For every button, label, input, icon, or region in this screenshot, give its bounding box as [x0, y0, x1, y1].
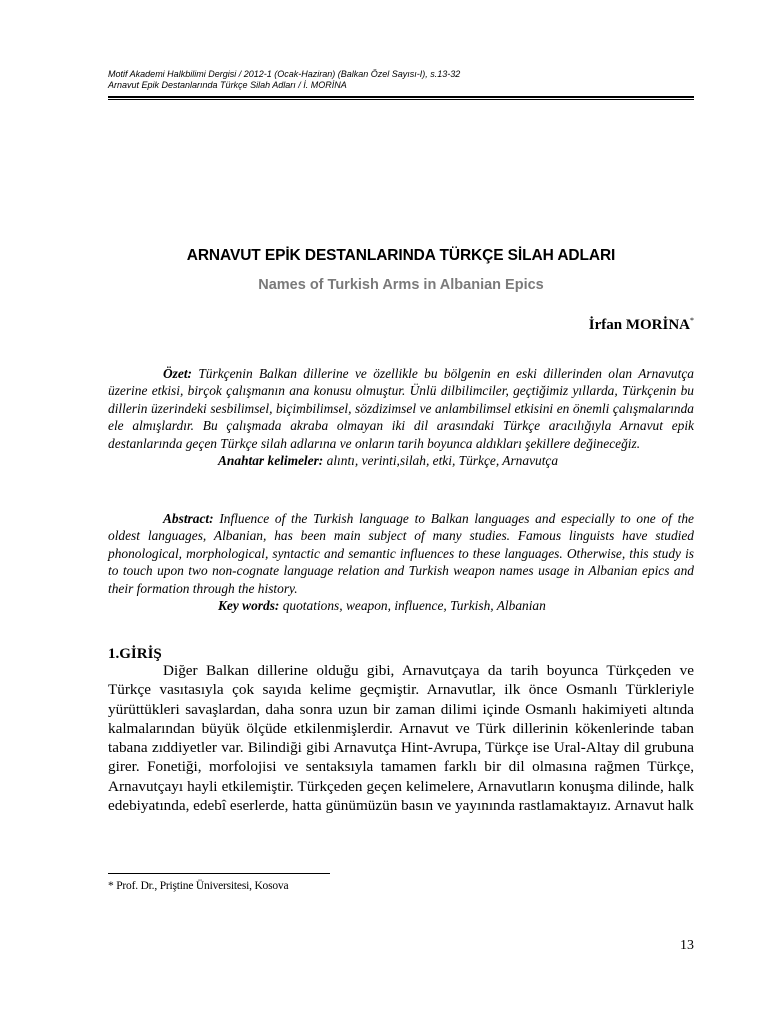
journal-header	[108, 69, 694, 91]
footnote: * Prof. Dr., Priştine Üniversitesi, Kosova	[108, 880, 289, 892]
ozet-text: Türkçenin Balkan dillerine ve özellikle bu bölgenin en eski dillerinden olan Arnavutça üzerine etkisi, birçok çalışmanın ana konusu olmuştur. Ünlü dilbilimciler, geçtiğimiz yıllarda, Türkçenin bu dillerin üzerindeki sesbilimsel, biçimbilimsel, sözdizimsel ve anlambilimsel etkisini en önemli çalışmalarında ele almışlardır. Bu çalışmada akraba olmayan iki dil arasındaki Türkçe aracılığıyla Arnavut epik destanlarında geçen Türkçe silah adlarına ve onların tarih boyunca aldıkları şekillere değineceğiz.	[108, 366, 694, 451]
section-heading: 1.GİRİŞ	[108, 646, 162, 662]
abstract-keywords-text: quotations, weapon, influence, Turkish, Albanian	[279, 598, 546, 614]
journal-citation: Motif Akademi Halkbilimi Dergisi / 2012-1 (Ocak-Haziran) (Balkan Özel Sayısı-I), s.13-32	[108, 69, 461, 79]
abstract-block	[108, 510, 694, 614]
abstract-keywords-label: Key words:	[218, 598, 280, 614]
abstract-keywords	[108, 597, 694, 614]
ozet-paragraph	[108, 365, 694, 452]
ozet-label: Özet:	[163, 366, 193, 381]
article-subtitle: Names of Turkish Arms in Albanian Epics	[258, 277, 544, 293]
abstract-paragraph	[108, 510, 694, 597]
ozet-keywords	[108, 452, 694, 469]
author-footnote-mark: *	[690, 316, 694, 325]
abstract-label: Abstract:	[163, 511, 214, 526]
ozet-keywords-text: alıntı, verinti,silah, etki, Türkçe, Arnavutça	[323, 453, 559, 469]
page-number: 13	[680, 938, 694, 953]
ozet-block	[108, 365, 694, 469]
header-rule-thin	[108, 99, 694, 100]
footnote-rule	[108, 873, 330, 874]
ozet-keywords-label: Anahtar kelimeler:	[218, 453, 324, 469]
author-line	[589, 316, 694, 334]
header-rule-thick	[108, 96, 694, 98]
running-title: Arnavut Epik Destanlarında Türkçe Silah Adları / İ. MORİNA	[108, 80, 347, 90]
body-paragraph: Diğer Balkan dillerine olduğu gibi, Arnavutçaya da tarih boyunca Türkçeden ve Türkçe vasıtasıyla çok sayıda kelime geçmiştir. Arnavutlar, ilk önce Osmanlı Türkleriyle yürüttükleri savaşlardan, daha sonra uzun bir zaman dilimi içinde Osmanlı hakimiyeti altında kalmalarından büyük ölçüde etkilenmişlerdir. Arnavut ve Türk dillerinin kökenlerinde taban tabana zıddiyetler var. Bilindiği gibi Arnavutça Hint-Avrupa, Türkçe ise Ural-Altay dil grubuna girer. Fonetiği, morfolojisi ve sentaksıyla tamamen farklı bir dil olmasına rağmen Türkçe, Arnavutçayı hayli etkilemiştir. Türkçeden geçen kelimelere, Arnavutların konuşma dilinde, halk edebiyatında, edebî eserlerde, hatta günümüzün basın ve yayınında rastlamaktayız. Arnavut halk	[108, 662, 694, 815]
abstract-text: Influence of the Turkish language to Balkan languages and especially to one of the oldest languages, Albanian, has been main subject of many studies. Famous linguists have studied phonological, morphological, syntactic and semantic influences to these languages. Otherwise, this study is to touch upon two non-cognate language relation and Turkish weapon names usage in Albanian epics and their formation through the history.	[108, 511, 694, 596]
body-text	[108, 661, 694, 815]
article-title: ARNAVUT EPİK DESTANLARINDA TÜRKÇE SİLAH ADLARI	[186, 247, 616, 264]
author-name: İrfan MORİNA	[588, 317, 690, 333]
